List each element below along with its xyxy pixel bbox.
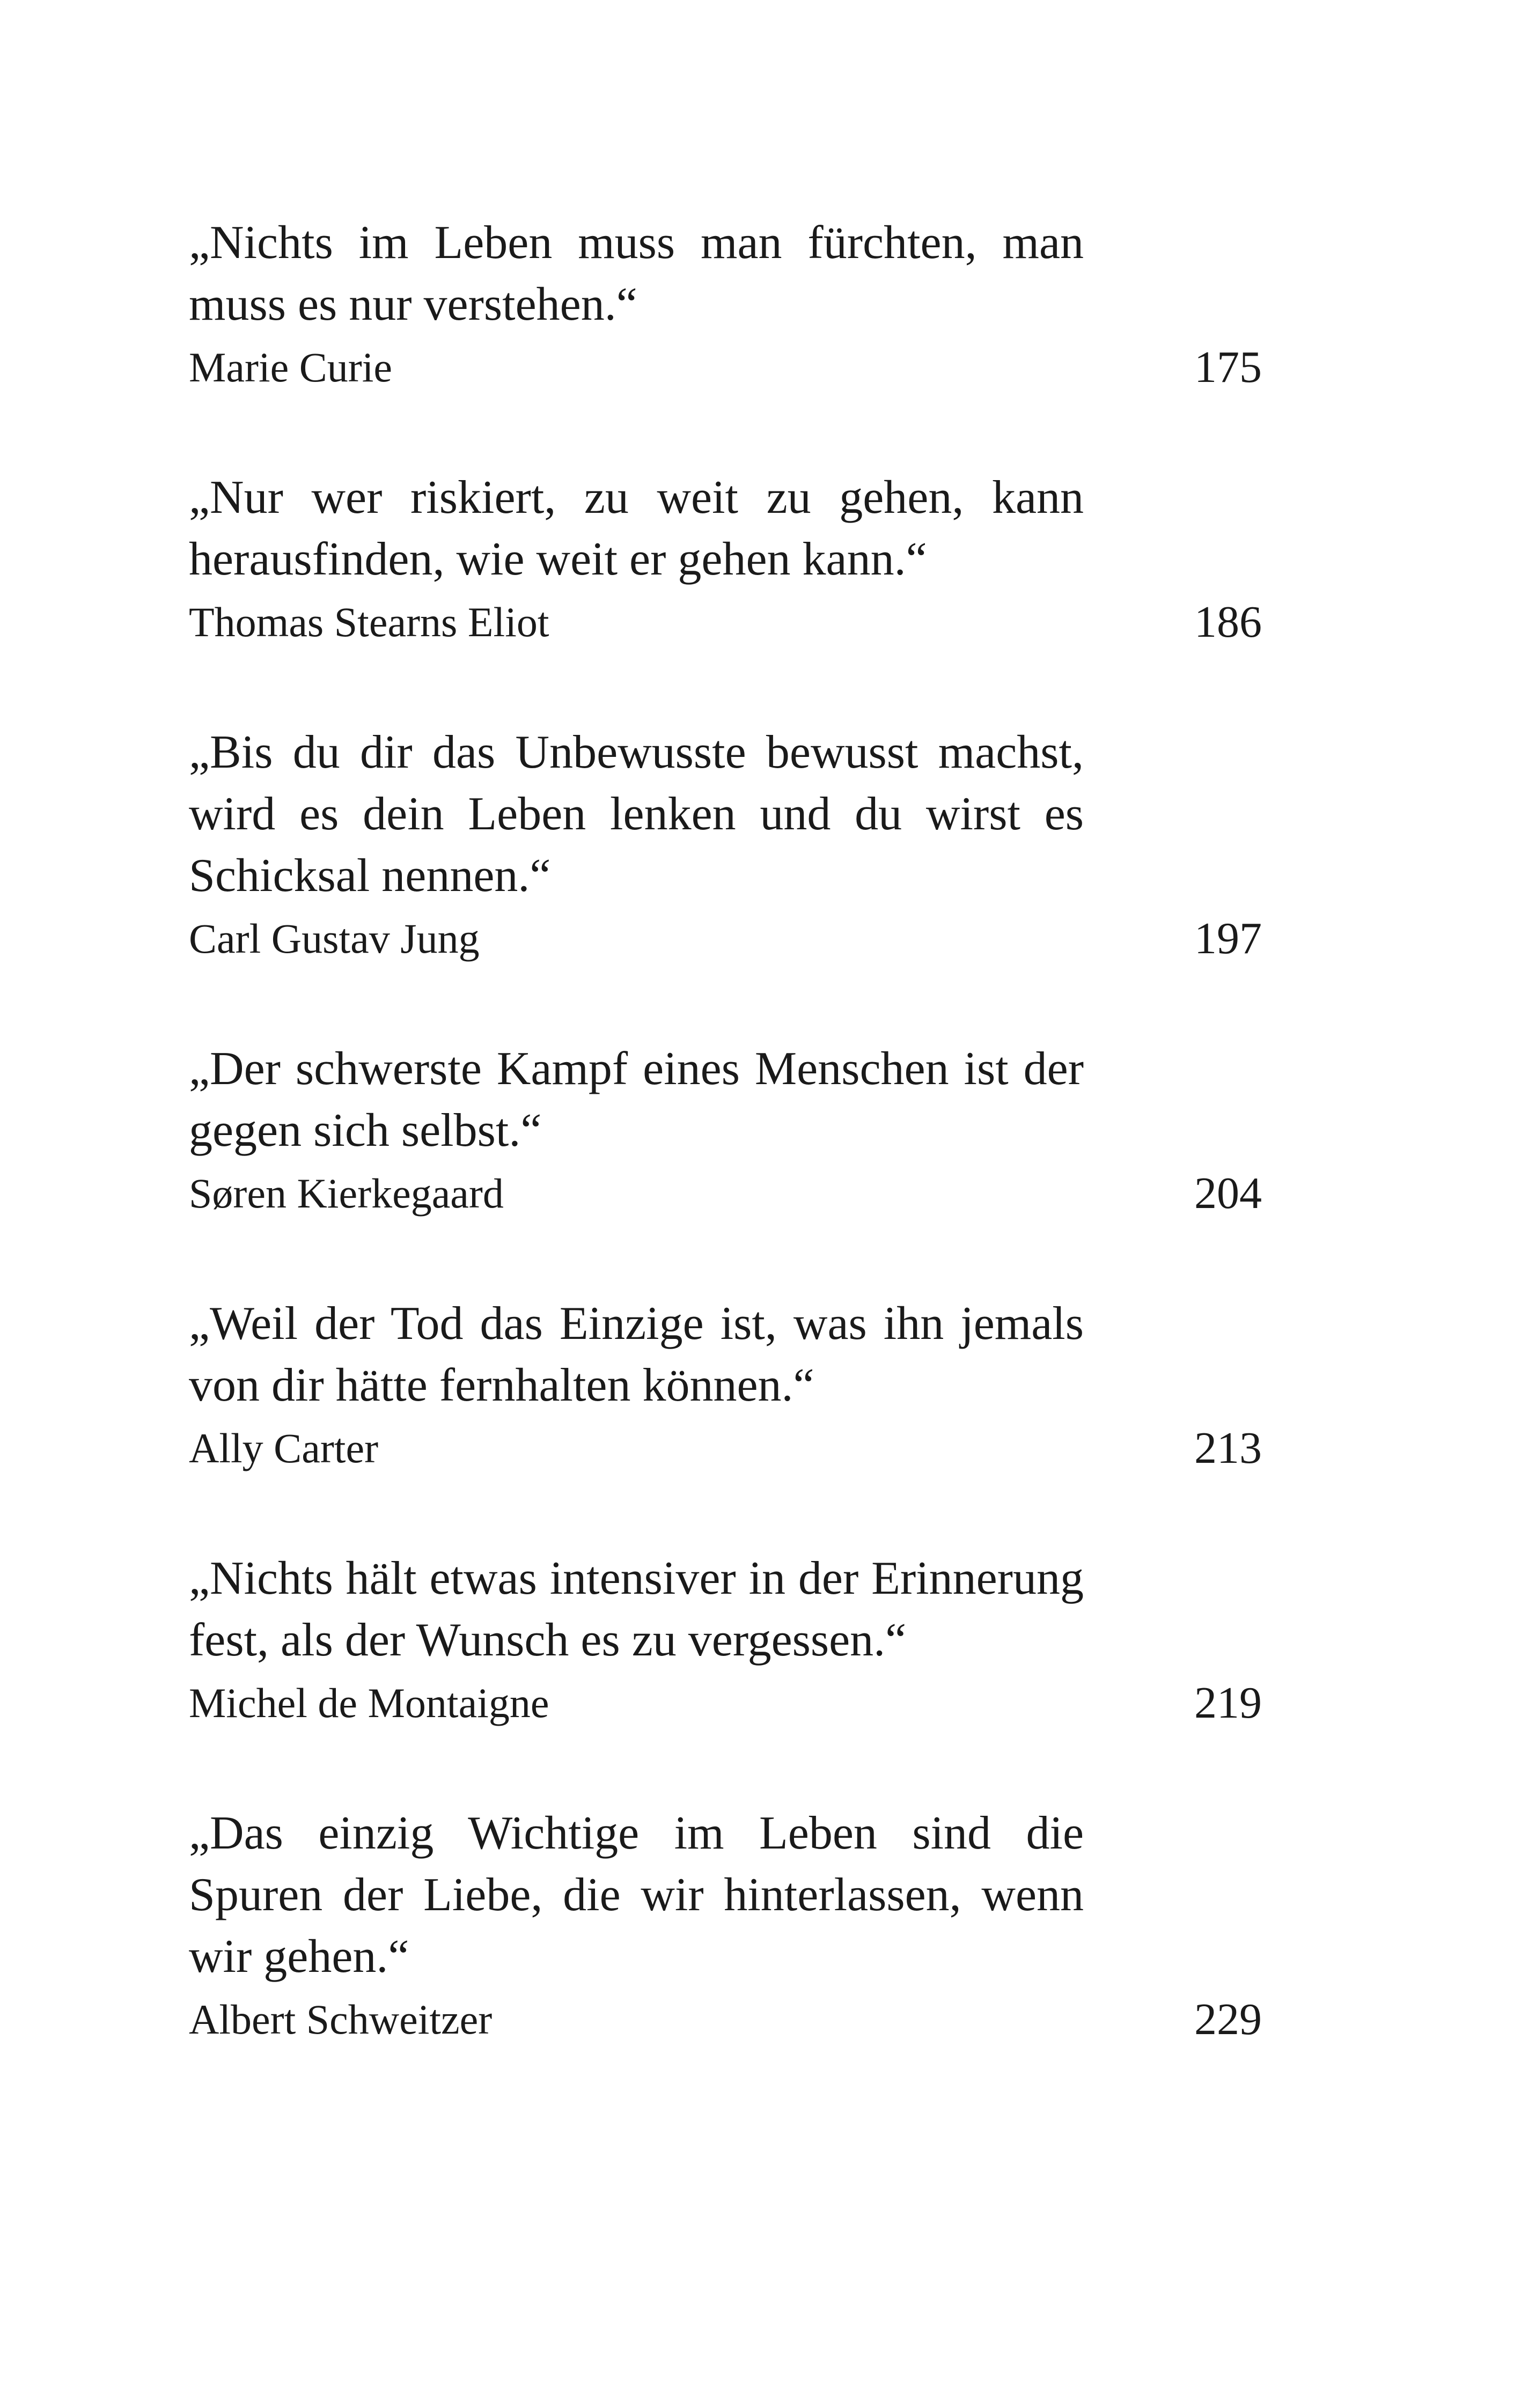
entry-quote: „Nichts im Leben muss man fürchten, man muss es nur verstehen.“	[189, 217, 1084, 330]
entry-quote: „Weil der Tod das Einzige ist, was ihn jemals von dir hätte fernhalten können.“	[189, 1298, 1084, 1411]
entry-quote: „Bis du dir das Unbewusste bewusst machst, wird es dein Leben lenken und du wirst es Schicksal nennen.“	[189, 726, 1084, 902]
entry-author: Thomas Stearns Eliot	[189, 599, 549, 645]
entry-meta	[189, 1417, 1262, 1479]
toc-entry	[189, 1038, 1262, 1224]
entry-quote: „Nur wer riskiert, zu weit zu gehen, kann herausfinden, wie weit er gehen kann.“	[189, 472, 1084, 585]
entry-meta	[189, 1672, 1262, 1734]
entry-page-number: 197	[1194, 914, 1262, 963]
entry-quote: „Der schwerste Kampf eines Menschen ist der gegen sich selbst.“	[189, 1043, 1084, 1157]
toc-entry	[189, 721, 1262, 969]
entry-author: Søren Kierkegaard	[189, 1170, 504, 1217]
entry-page-number: 219	[1194, 1678, 1262, 1728]
entry-meta	[189, 336, 1262, 398]
entry-page-number: 204	[1194, 1168, 1262, 1218]
toc-entry	[189, 1802, 1262, 2050]
entry-quote: „Nichts hält etwas intensiver in der Erinnerung fest, als der Wunsch es zu vergessen.“	[189, 1552, 1084, 1666]
entry-author: Carl Gustav Jung	[189, 915, 480, 962]
entry-author: Ally Carter	[189, 1425, 379, 1471]
entry-author: Michel de Montaigne	[189, 1680, 549, 1726]
entry-page-number: 186	[1194, 597, 1262, 647]
entry-meta	[189, 591, 1262, 653]
entry-meta	[189, 1162, 1262, 1224]
entry-page-number: 213	[1194, 1423, 1262, 1473]
entry-page-number: 229	[1194, 1994, 1262, 2044]
toc-entry	[189, 1293, 1262, 1479]
toc-entry	[189, 212, 1262, 398]
entry-meta	[189, 908, 1262, 969]
entry-meta	[189, 1989, 1262, 2050]
table-of-contents	[189, 212, 1262, 2119]
toc-entry	[189, 467, 1262, 653]
entry-author: Marie Curie	[189, 344, 393, 391]
entry-page-number: 175	[1194, 342, 1262, 392]
entry-quote: „Das einzig Wichtige im Leben sind die Spuren der Liebe, die wir hinterlassen, wenn wir gehen.“	[189, 1807, 1084, 1983]
entry-author: Albert Schweitzer	[189, 1996, 493, 2043]
toc-entry	[189, 1548, 1262, 1734]
